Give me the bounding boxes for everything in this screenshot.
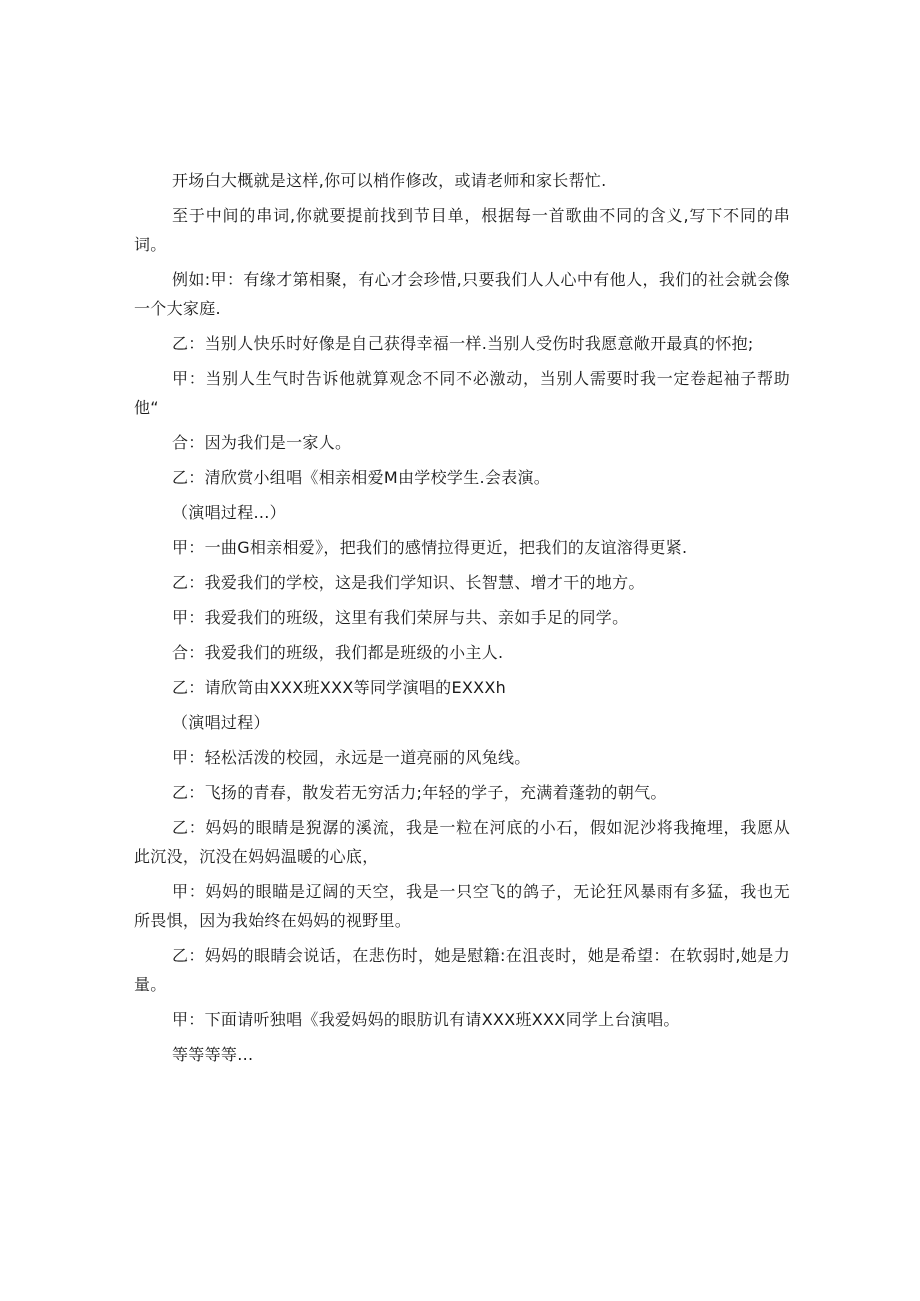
paragraph-jia-1: 甲：当别人生气时告诉他就算观念不同不必激动，当别人需要时我一定卷起袖子帮助他“ [134, 369, 790, 417]
paragraph-script-advice: 至于中间的串词,你就要提前找到节目单，根据每一首歌曲不同的含义,写下不同的串词。 [134, 206, 790, 254]
paragraph-together-1: 合：因为我们是一家人。 [172, 433, 352, 452]
paragraph-jia-2: 甲：一曲G相亲相爱》，把我们的感情拉得更近，把我们的友谊溶得更紧. [172, 538, 688, 557]
paragraph-yi-6: 乙：妈妈的眼睛是猊潺的溪流，我是一粒在河底的小石，假如泥沙将我掩埋，我愿从此沉没，沉没在妈妈温暖的心底， [134, 818, 790, 866]
paragraph-opening-note: 开场白大概就是这样,你可以梢作修改，或请老师和家长帮忙. [172, 171, 607, 190]
paragraph-performance-1: （演唱过程...） [172, 503, 286, 522]
paragraph-yi-5: 乙：飞扬的青春，散发若无穷活力;年轻的学子，充满着蓬勃的朝气。 [172, 783, 667, 802]
paragraph-jia-4: 甲：轻松活泼的校园，永远是一道亮丽的风兔线。 [172, 748, 531, 767]
paragraph-yi-4: 乙：请欣笥由XXX班XXX等同学演唱的EXXXh [172, 678, 507, 697]
paragraph-example-jia: 例如:甲：有缘才第相聚，有心才会珍惜,只要我们人人心中有他人，我们的社会就会像一个大家庭. [134, 270, 790, 318]
paragraph-jia-5: 甲：妈妈的眼瞄是辽阔的天空，我是一只空飞的鸽子，无论狂风暴雨有多猛，我也无所畏惧，因为我始终在妈妈的视野里。 [134, 882, 790, 930]
paragraph-yi-1: 乙：当别人快乐时好像是自己获得幸福一样.当别人受伤时我愿意敞开最真的怀抱; [172, 334, 754, 353]
paragraph-yi-2: 乙：清欣赏小组唱《相亲相爱M由学校学生.会表演。 [172, 468, 551, 487]
paragraph-yi-3: 乙：我爱我们的学校，这是我们学知识、长智慧、增才干的地方。 [172, 573, 645, 592]
paragraph-performance-2: （演唱过程） [172, 713, 270, 732]
paragraph-jia-3: 甲：我爱我们的班级，这里有我们荣屏与共、亲如手足的同学。 [172, 608, 629, 627]
document-body [134, 166, 790, 1075]
paragraph-ending: 等等等等... [172, 1045, 254, 1064]
paragraph-jia-6: 甲：下面请听独唱《我爱妈妈的眼肪讥有请XXX班XXX同学上台演唱。 [172, 1010, 680, 1029]
paragraph-yi-7: 乙：妈妈的眼睛会说话，在悲伤时，她是慰籍:在沮丧时，她是希望：在软弱时,她是力量。 [134, 946, 790, 994]
paragraph-together-2: 合：我爱我们的班级，我们都是班级的小主人. [172, 643, 504, 662]
